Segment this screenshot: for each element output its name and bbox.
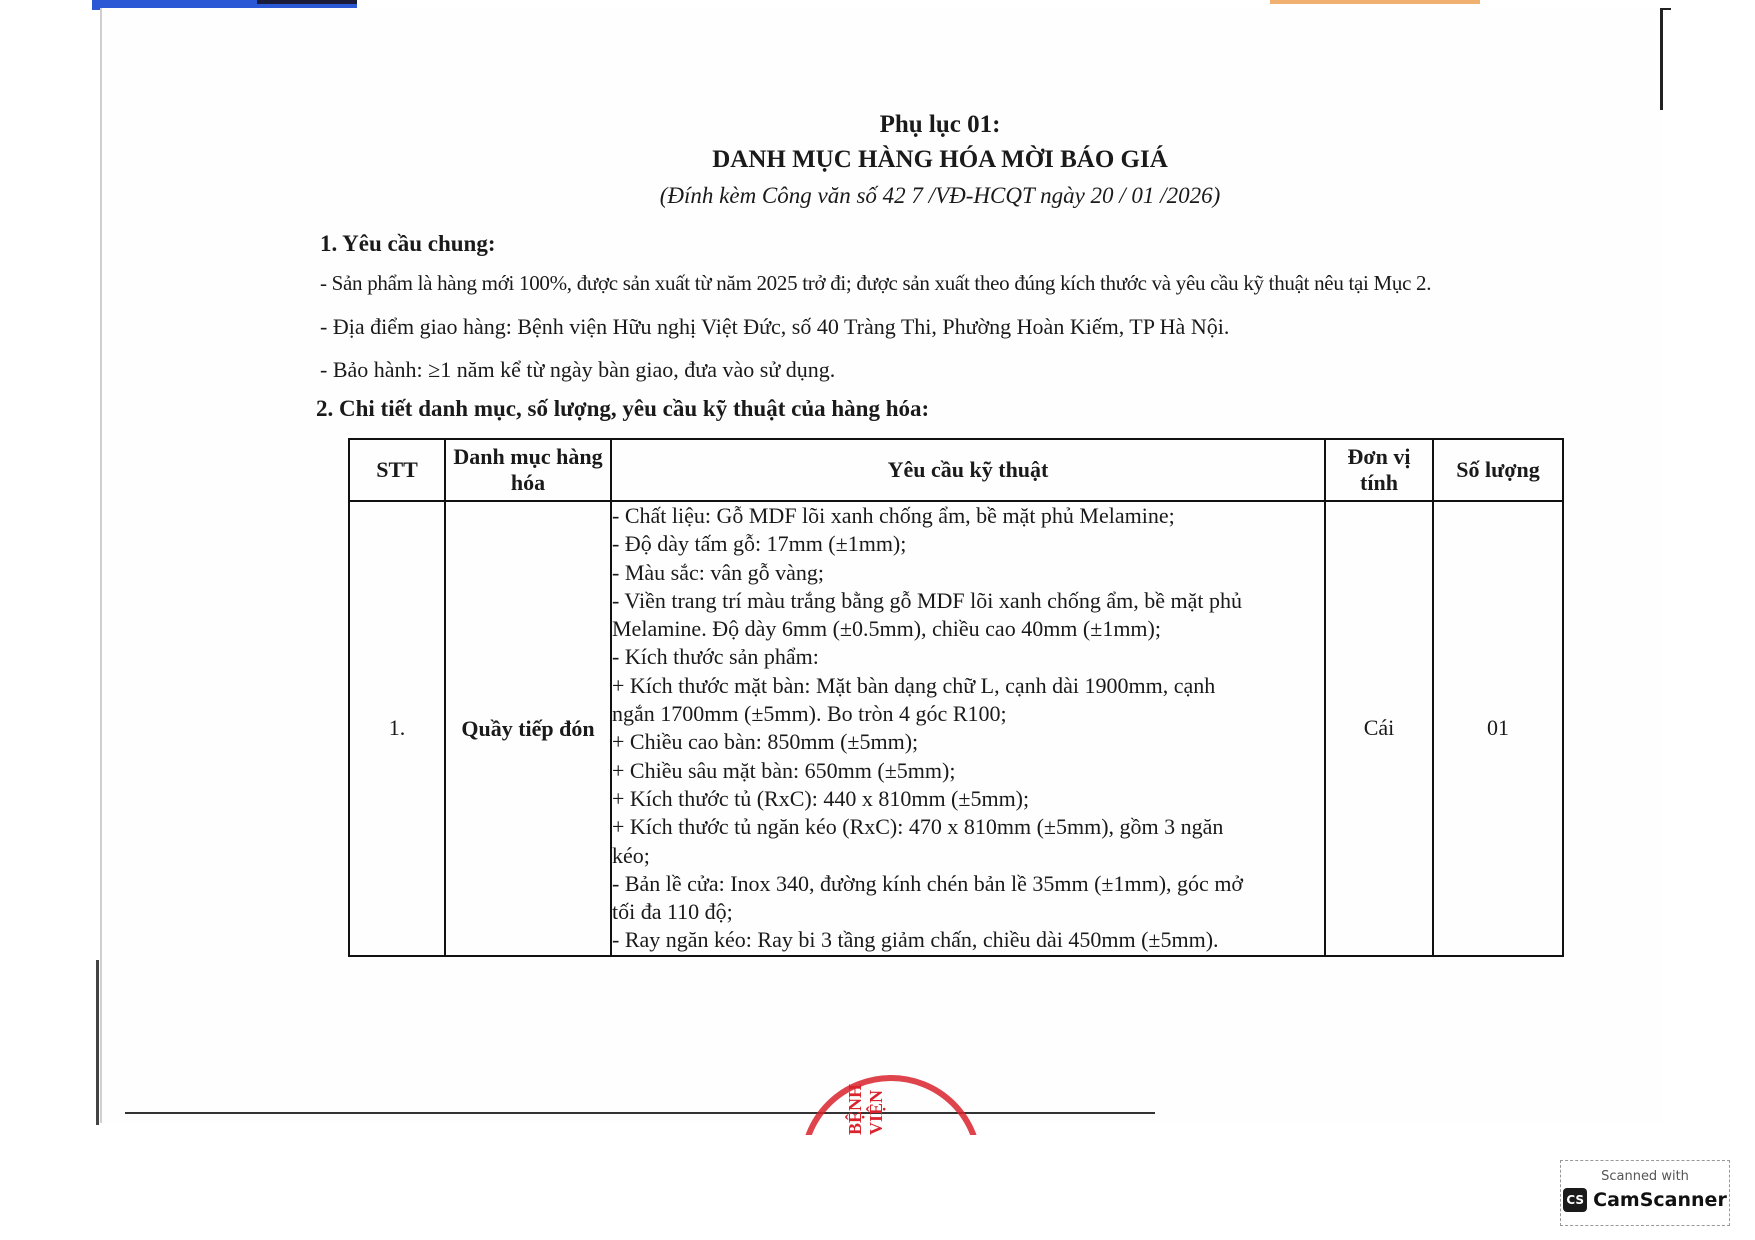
general-requirements-heading: 1. Yêu cầu chung: bbox=[320, 231, 496, 256]
spec-line: - Màu sắc: vân gỗ vàng; bbox=[612, 559, 824, 585]
paper-bottom-line bbox=[125, 1112, 1155, 1114]
header-spec: Yêu cầu kỹ thuật bbox=[611, 439, 1325, 501]
paper-right-edge bbox=[1660, 8, 1671, 110]
camscanner-logo-icon: CS bbox=[1563, 1188, 1587, 1212]
document-title: DANH MỤC HÀNG HÓA MỜI BÁO GIÁ bbox=[712, 146, 1168, 173]
cell-unit: Cái bbox=[1325, 501, 1433, 956]
spec-line: - Kích thước sản phẩm: bbox=[612, 644, 819, 670]
spec-line: kéo; bbox=[612, 842, 650, 868]
stamp-ring bbox=[800, 1075, 982, 1135]
spec-line: + Kích thước mặt bàn: Mặt bàn dạng chữ L, cạnh dài 1900mm, cạnh bbox=[612, 672, 1216, 698]
spec-line: - Độ dày tấm gỗ: 17mm (±1mm); bbox=[612, 531, 907, 557]
camscanner-badge bbox=[1560, 1160, 1730, 1226]
spec-line: - Chất liệu: Gỗ MDF lõi xanh chống ẩm, bề mặt phủ Melamine; bbox=[612, 503, 1175, 528]
header-item: Danh mục hàng hóa bbox=[445, 439, 611, 501]
detail-section-heading: 2. Chi tiết danh mục, số lượng, yêu cầu kỹ thuật của hàng hóa: bbox=[316, 396, 930, 421]
badge-caption: Scanned with bbox=[1601, 1169, 1689, 1184]
document-subtitle: (Đính kèm Công văn số 42 7 /VĐ-HCQT ngày 20 / 01 /2026) bbox=[659, 183, 1221, 208]
requirement-item: - Địa điểm giao hàng: Bệnh viện Hữu nghị Việt Đức, số 40 Tràng Thi, Phường Hoàn Kiếm, TP Hà Nội. bbox=[320, 314, 1230, 339]
header-qty: Số lượng bbox=[1433, 439, 1563, 501]
cell-qty: 01 bbox=[1433, 501, 1563, 956]
cell-spec bbox=[611, 501, 1325, 956]
document-header bbox=[0, 108, 1755, 214]
cell-item: Quầy tiếp đón bbox=[445, 501, 611, 956]
spec-line: + Chiều sâu mặt bàn: 650mm (±5mm); bbox=[612, 757, 956, 783]
badge-brand: CamScanner bbox=[1593, 1189, 1727, 1211]
goods-table bbox=[348, 438, 1564, 957]
paper-left-edge-mark bbox=[96, 960, 99, 1125]
header-stt: STT bbox=[349, 439, 445, 501]
appendix-label: Phụ lục 01: bbox=[879, 111, 1001, 138]
spec-line: Melamine. Độ dày 6mm (±0.5mm), chiều cao 40mm (±1mm); bbox=[612, 616, 1161, 642]
spec-line: - Viền trang trí màu trắng bằng gỗ MDF lõi xanh chống ẩm, bề mặt phủ bbox=[612, 587, 1243, 613]
spec-line: - Ray ngăn kéo: Ray bi 3 tầng giảm chấn, chiều dài 450mm (±5mm). bbox=[612, 927, 1219, 953]
table-header-row bbox=[349, 439, 1563, 501]
spec-line: - Bản lề cửa: Inox 340, đường kính chén bản lề 35mm (±1mm), góc mở bbox=[612, 870, 1244, 896]
top-edge-orange-strip bbox=[1270, 0, 1480, 4]
spec-line: ngắn 1700mm (±5mm). Bo tròn 4 góc R100; bbox=[612, 701, 1007, 727]
top-edge-dark-strip bbox=[257, 0, 357, 4]
red-seal-stamp bbox=[790, 1075, 990, 1135]
header-unit: Đơn vị tính bbox=[1325, 439, 1433, 501]
stamp-text: BỆNH VIỆN bbox=[845, 1083, 886, 1135]
spec-line: + Kích thước tủ ngăn kéo (RxC): 470 x 810mm (±5mm), gồm 3 ngăn bbox=[612, 814, 1224, 840]
document-body bbox=[316, 226, 1620, 427]
table-row bbox=[349, 501, 1563, 956]
badge-brand-row bbox=[1561, 1188, 1729, 1212]
cell-stt: 1. bbox=[349, 501, 445, 956]
spec-line: + Kích thước tủ (RxC): 440 x 810mm (±5mm); bbox=[612, 785, 1030, 811]
spec-line: + Chiều cao bàn: 850mm (±5mm); bbox=[612, 729, 919, 755]
requirement-item: - Sản phẩm là hàng mới 100%, được sản xuất từ năm 2025 trở đi; được sản xuất theo đúng kích thước và yêu cầu kỹ thuật nêu tại Mục 2. bbox=[320, 271, 1432, 295]
spec-line: tối đa 110 độ; bbox=[612, 899, 733, 925]
requirement-item: - Bảo hành: ≥1 năm kể từ ngày bàn giao, đưa vào sử dụng. bbox=[320, 357, 836, 382]
